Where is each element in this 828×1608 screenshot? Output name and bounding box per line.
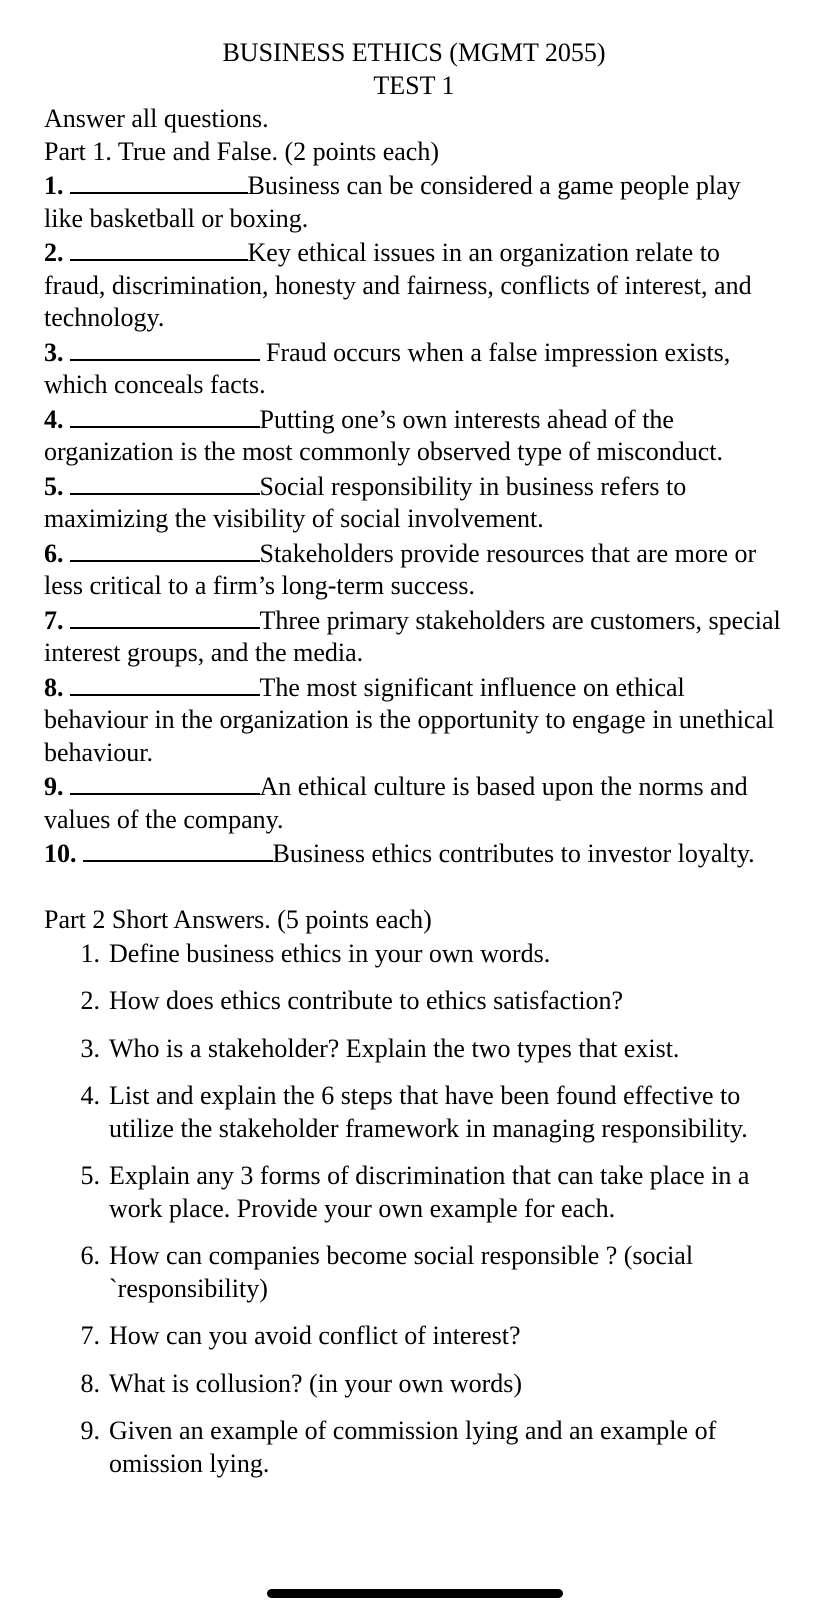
question-text: Explain any 3 forms of discrimination that can take place in a work place. Provide your own example for each.: [109, 1161, 750, 1223]
true-false-item: [44, 836, 784, 871]
true-false-item: [44, 235, 784, 335]
question-text: How does ethics contribute to ethics satisfaction?: [109, 986, 624, 1015]
true-false-item: [44, 670, 784, 770]
short-answer-list: [44, 938, 784, 1481]
question-number: 5.: [44, 471, 64, 501]
question-text: Business ethics contributes to investor loyalty.: [272, 839, 755, 868]
question-number: 9.: [44, 772, 64, 801]
question-text: Fraud occurs when a false impression exists, which conceals facts.: [44, 337, 731, 399]
question-number: 3.: [44, 337, 64, 367]
answer-blank[interactable]: [70, 335, 260, 361]
question-number: 9.: [80, 1416, 100, 1445]
answer-blank[interactable]: [70, 469, 260, 495]
question-number: 7.: [44, 605, 64, 635]
question-text: What is collusion? (in your own words): [109, 1368, 523, 1398]
question-number: 1.: [44, 171, 64, 200]
question-text: Business can be considered a game people play like basketball or boxing.: [44, 171, 741, 233]
question-number: 8.: [44, 672, 64, 702]
question-text: Putting one’s own interests ahead of the organization is the most commonly observed type of misconduct.: [44, 404, 724, 466]
true-false-item: [44, 536, 784, 603]
question-number: 4.: [44, 404, 64, 434]
short-answer-item: [44, 938, 784, 971]
short-answer-item: [44, 1240, 784, 1305]
question-number: 2.: [80, 986, 100, 1015]
document-title: BUSINESS ETHICS (MGMT 2055): [222, 38, 606, 67]
question-text: An ethical culture is based upon the norms and values of the company.: [44, 772, 748, 834]
question-number: 3.: [80, 1033, 100, 1063]
true-false-item: [44, 603, 784, 670]
true-false-item: [44, 469, 784, 536]
answer-blank[interactable]: [70, 235, 248, 261]
question-number: 6.: [80, 1241, 100, 1270]
question-number: 8.: [80, 1368, 100, 1398]
question-number: 6.: [44, 538, 64, 568]
question-number: 4.: [80, 1081, 100, 1110]
question-text: The most significant influence on ethical behaviour in the organization is the opportunity to engage in unethical behaviour.: [44, 672, 775, 767]
answer-blank[interactable]: [70, 168, 248, 194]
question-text: How can you avoid conflict of interest?: [109, 1321, 521, 1350]
short-answer-item: [44, 1033, 784, 1066]
home-indicator[interactable]: [267, 1589, 563, 1598]
question-text: How can companies become social responsible ? (social `responsibility): [109, 1241, 694, 1303]
answer-blank[interactable]: [70, 402, 260, 428]
short-answer-item: [44, 1160, 784, 1225]
question-text: Who is a stakeholder? Explain the two types that exist.: [109, 1033, 680, 1063]
question-number: 7.: [80, 1321, 100, 1350]
question-text: Key ethical issues in an organization relate to fraud, discrimination, honesty and fairness, conflicts of interest, and technology.: [44, 238, 752, 332]
instructions: Answer all questions.: [44, 104, 269, 133]
question-number: 1.: [80, 938, 100, 968]
question-text: Three primary stakeholders are customers, special interest groups, and the media.: [44, 605, 781, 667]
test-document: [44, 36, 784, 1495]
true-false-item: [44, 335, 784, 402]
short-answer-item: [44, 985, 784, 1018]
part1-heading: Part 1. True and False. (2 points each): [44, 137, 440, 166]
question-text: Given an example of commission lying and an example of omission lying.: [109, 1416, 717, 1478]
short-answer-item: [44, 1320, 784, 1353]
answer-blank[interactable]: [70, 670, 260, 696]
question-text: Social responsibility in business refers to maximizing the visibility of social involvement.: [44, 471, 687, 533]
document-subtitle: TEST 1: [373, 71, 455, 100]
answer-blank[interactable]: [70, 536, 260, 562]
answer-blank[interactable]: [70, 769, 260, 795]
short-answer-item: [44, 1368, 784, 1401]
true-false-item: [44, 168, 784, 235]
short-answer-item: [44, 1415, 784, 1480]
true-false-item: [44, 402, 784, 469]
question-number: 5.: [80, 1161, 100, 1190]
question-number: 10.: [44, 839, 77, 868]
true-false-list: [44, 168, 784, 871]
short-answer-item: [44, 1080, 784, 1145]
question-text: Stakeholders provide resources that are more or less critical to a firm’s long-term success.: [44, 538, 757, 600]
question-number: 2.: [44, 238, 64, 267]
question-text: Define business ethics in your own words.: [109, 938, 551, 968]
answer-blank[interactable]: [83, 836, 273, 862]
answer-blank[interactable]: [70, 603, 260, 629]
question-text: List and explain the 6 steps that have been found effective to utilize the stakeholder framework in managing responsibility.: [109, 1081, 748, 1143]
part2-heading: Part 2 Short Answers. (5 points each): [44, 904, 432, 934]
true-false-item: [44, 769, 784, 836]
